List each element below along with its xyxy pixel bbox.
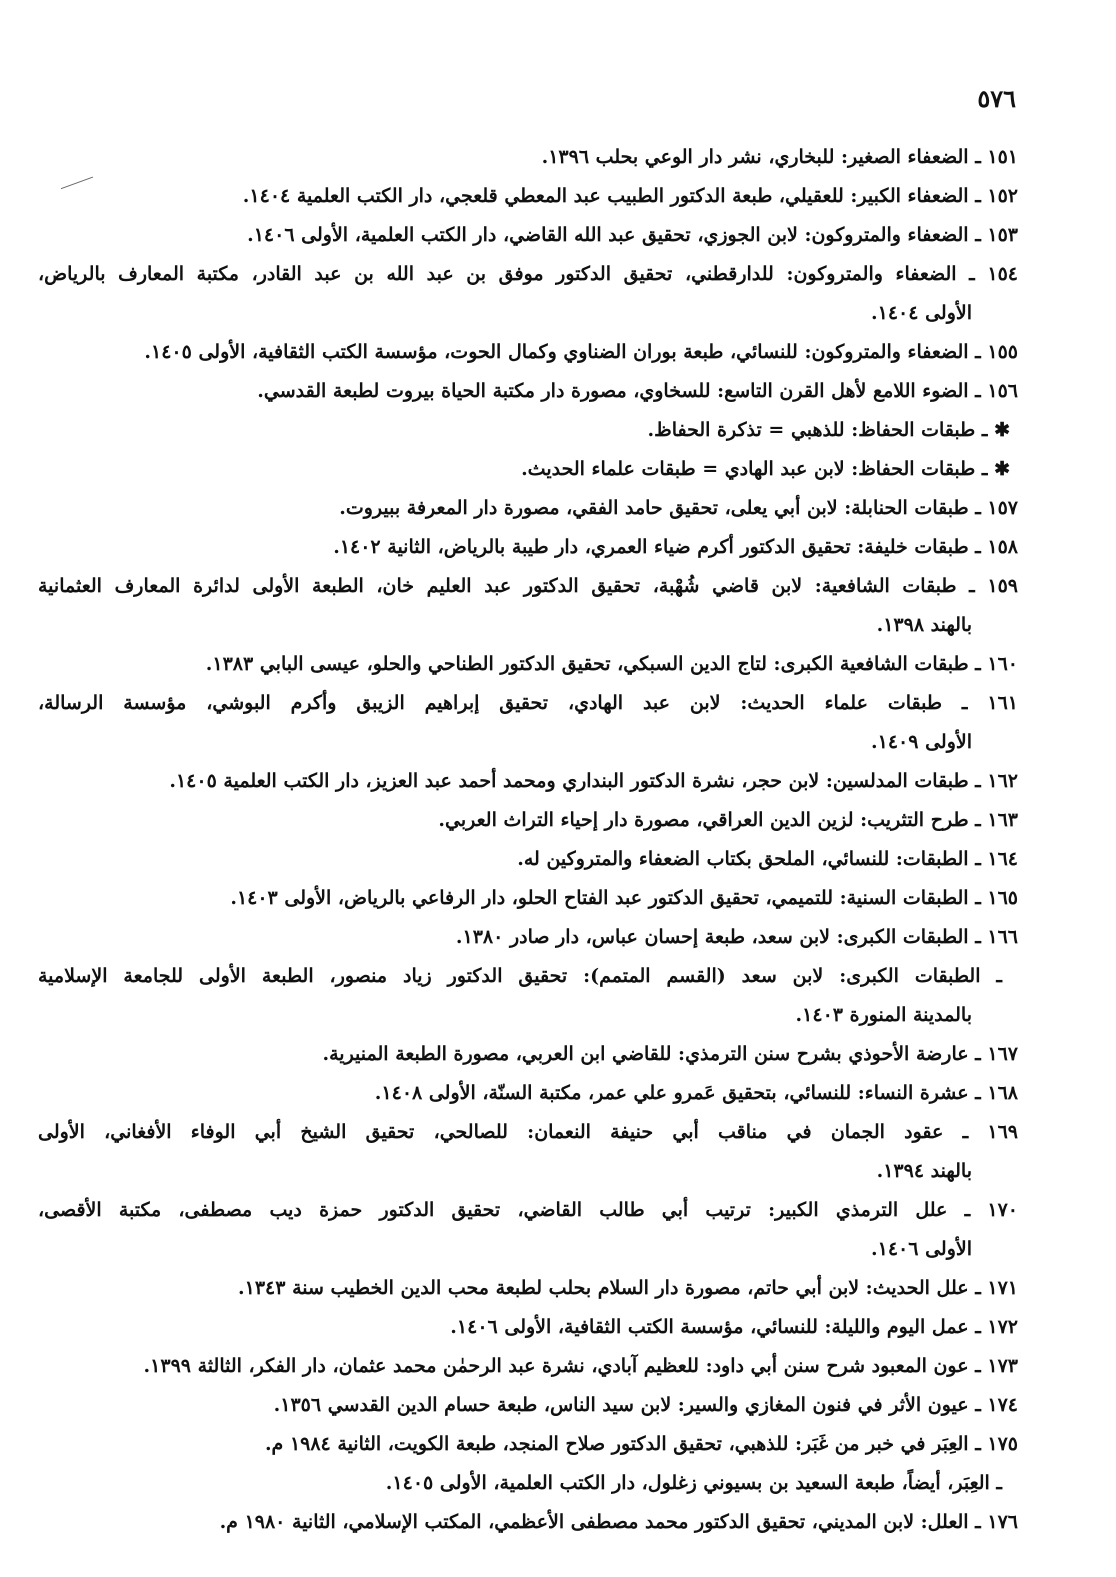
bibliography-entry-168: ١٦٨ ـ عشرة النساء: للنسائي، بتحقيق عَمرو علي عمر، مكتبة السنّة، الأولى ١٤٠٨.	[374, 1082, 1018, 1104]
bibliography-entry-166: ١٦٦ ـ الطبقات الكبرى: لابن سعد، طبعة إحسان عباس، دار صادر ١٣٨٠.	[455, 926, 1018, 948]
bibliography-entry-157: ١٥٧ ـ طبقات الحنابلة: لابن أبي يعلى، تحقيق حامد الفقي، مصورة دار المعرفة ببيروت.	[339, 497, 1018, 519]
bibliography-entry-173: ١٧٣ ـ عون المعبود شرح سنن أبي داود: للعظيم آبادي، نشرة عبد الرحمٰن محمد عثمان، دار الفكر، الثالثة ١٣٩٩.	[143, 1355, 1018, 1377]
bibliography-entry-158: ١٥٨ ـ طبقات خليفة: تحقيق الدكتور أكرم ضياء العمري، دار طيبة بالرياض، الثانية ١٤٠٢.	[333, 536, 1018, 558]
bibliography-entry-155: ١٥٥ ـ الضعفاء والمتروكون: للنسائي، طبعة بوران الضناوي وكمال الحوت، مؤسسة الكتب الثقافية، الأولى ١٤٠٥.	[144, 341, 1018, 363]
bibliography-entry-161: ١٦١ ـ طبقات علماء الحديث: لابن عبد الهادي، تحقيق إبراهيم الزيبق وأكرم البوشي، مؤسسة الرسالة،	[38, 692, 1018, 714]
bibliography-entry-172: ١٧٢ ـ عمل اليوم والليلة: للنسائي، مؤسسة الكتب الثقافية، الأولى ١٤٠٦.	[450, 1316, 1018, 1338]
bibliography-sub-entry: ـ الطبقات الكبرى: لابن سعد (القسم المتمم): تحقيق الدكتور زياد منصور، الطبعة الأولى للجامعة الإسلامية	[38, 965, 1002, 987]
bibliography-entry-152: ١٥٢ ـ الضعفاء الكبير: للعقيلي، طبعة الدكتور الطبيب عبد المعطي قلعجي، دار الكتب العلمية ١٤٠٤.	[242, 185, 1018, 207]
bibliography-entry-176: ١٧٦ ـ العلل: لابن المديني، تحقيق الدكتور محمد مصطفى الأعظمي، المكتب الإسلامي، الثانية ١٩٨٠ م.	[219, 1511, 1018, 1533]
bibliography-entry-171: ١٧١ ـ علل الحديث: لابن أبي حاتم، مصورة دار السلام بحلب لطبعة محب الدين الخطيب سنة ١٣٤٣.	[238, 1277, 1018, 1299]
bibliography-entry-167: ١٦٧ ـ عارضة الأحوذي بشرح سنن الترمذي: للقاضي ابن العربي، مصورة الطبعة المنيرية.	[322, 1043, 1018, 1065]
bibliography-entry-162: ١٦٢ ـ طبقات المدلسين: لابن حجر، نشرة الدكتور البنداري ومحمد أحمد عبد العزيز، دار الكتب العلمية ١٤٠٥.	[169, 770, 1018, 792]
bibliography-list	[38, 138, 1018, 1542]
bibliography-entry-160: ١٦٠ ـ طبقات الشافعية الكبرى: لتاج الدين السبكي، تحقيق الدكتور الطناحي والحلو، عيسى البابي ١٣٨٣.	[205, 653, 1018, 675]
bibliography-entry-174: ١٧٤ ـ عيون الأثر في فنون المغازي والسير: لابن سيد الناس، طبعة حسام الدين القدسي ١٣٥٦.	[273, 1394, 1018, 1416]
bibliography-sub-entry: ـ العِبَر، أيضاً، طبعة السعيد بن بسيوني زغلول، دار الكتب العلمية، الأولى ١٤٠٥.	[385, 1472, 1002, 1494]
bibliography-entry-159: ١٥٩ ـ طبقات الشافعية: لابن قاضي شُهْبة، تحقيق الدكتور عبد العليم خان، الطبعة الأولى لدائرة المعارف العثمانية	[38, 575, 1018, 597]
bibliography-entry-175: ١٧٥ ـ العِبَر في خبر من غَبَر: للذهبي، تحقيق الدكتور صلاح المنجد، طبعة الكويت، الثانية ١٩٨٤ م.	[264, 1433, 1018, 1455]
cross-reference-entry: ✱ ـ طبقات الحفاظ: لابن عبد الهادي = طبقات علماء الحديث.	[521, 458, 1010, 480]
bibliography-sub-entry-continuation: بالمدينة المنورة ١٤٠٣.	[795, 1004, 972, 1026]
bibliography-entry-151: ١٥١ ـ الضعفاء الصغير: للبخاري، نشر دار الوعي بحلب ١٣٩٦.	[541, 146, 1018, 168]
bibliography-entry-165: ١٦٥ ـ الطبقات السنية: للتميمي، تحقيق الدكتور عبد الفتاح الحلو، دار الرفاعي بالرياض، الأولى ١٤٠٣.	[230, 887, 1018, 909]
bibliography-entry-154-continuation: الأولى ١٤٠٤.	[871, 302, 972, 324]
bibliography-entry-159-continuation: بالهند ١٣٩٨.	[876, 614, 972, 636]
bibliography-entry-153: ١٥٣ ـ الضعفاء والمتروكون: لابن الجوزي، تحقيق عبد الله القاضي، دار الكتب العلمية، الأولى ١٤٠٦.	[247, 224, 1018, 246]
bibliography-entry-163: ١٦٣ ـ طرح التثريب: لزين الدين العراقي، مصورة دار إحياء التراث العربي.	[438, 809, 1018, 831]
cross-reference-entry: ✱ ـ طبقات الحفاظ: للذهبي = تذكرة الحفاظ.	[647, 419, 1010, 441]
bibliography-entry-169: ١٦٩ ـ عقود الجمان في مناقب أبي حنيفة النعمان: للصالحي، تحقيق الشيخ أبي الوفاء الأفغاني، الأولى	[38, 1121, 1018, 1143]
page-number: ٥٧٦	[977, 84, 1016, 113]
bibliography-entry-170: ١٧٠ ـ علل الترمذي الكبير: ترتيب أبي طالب القاضي، تحقيق الدكتور حمزة ديب مصطفى، مكتبة الأقصى،	[38, 1199, 1018, 1221]
bibliography-entry-164: ١٦٤ ـ الطبقات: للنسائي، الملحق بكتاب الضعفاء والمتروكين له.	[517, 848, 1018, 870]
bibliography-entry-170-continuation: الأولى ١٤٠٦.	[871, 1238, 972, 1260]
bibliography-entry-154: ١٥٤ ـ الضعفاء والمتروكون: للدارقطني، تحقيق الدكتور موفق بن عبد الله بن عبد القادر، مكتبة المعارف بالرياض،	[38, 263, 1018, 285]
bibliography-entry-156: ١٥٦ ـ الضوء اللامع لأهل القرن التاسع: للسخاوي، مصورة دار مكتبة الحياة بيروت لطبعة القدسي.	[257, 380, 1018, 402]
bibliography-entry-169-continuation: بالهند ١٣٩٤.	[876, 1160, 972, 1182]
bibliography-entry-161-continuation: الأولى ١٤٠٩.	[871, 731, 972, 753]
